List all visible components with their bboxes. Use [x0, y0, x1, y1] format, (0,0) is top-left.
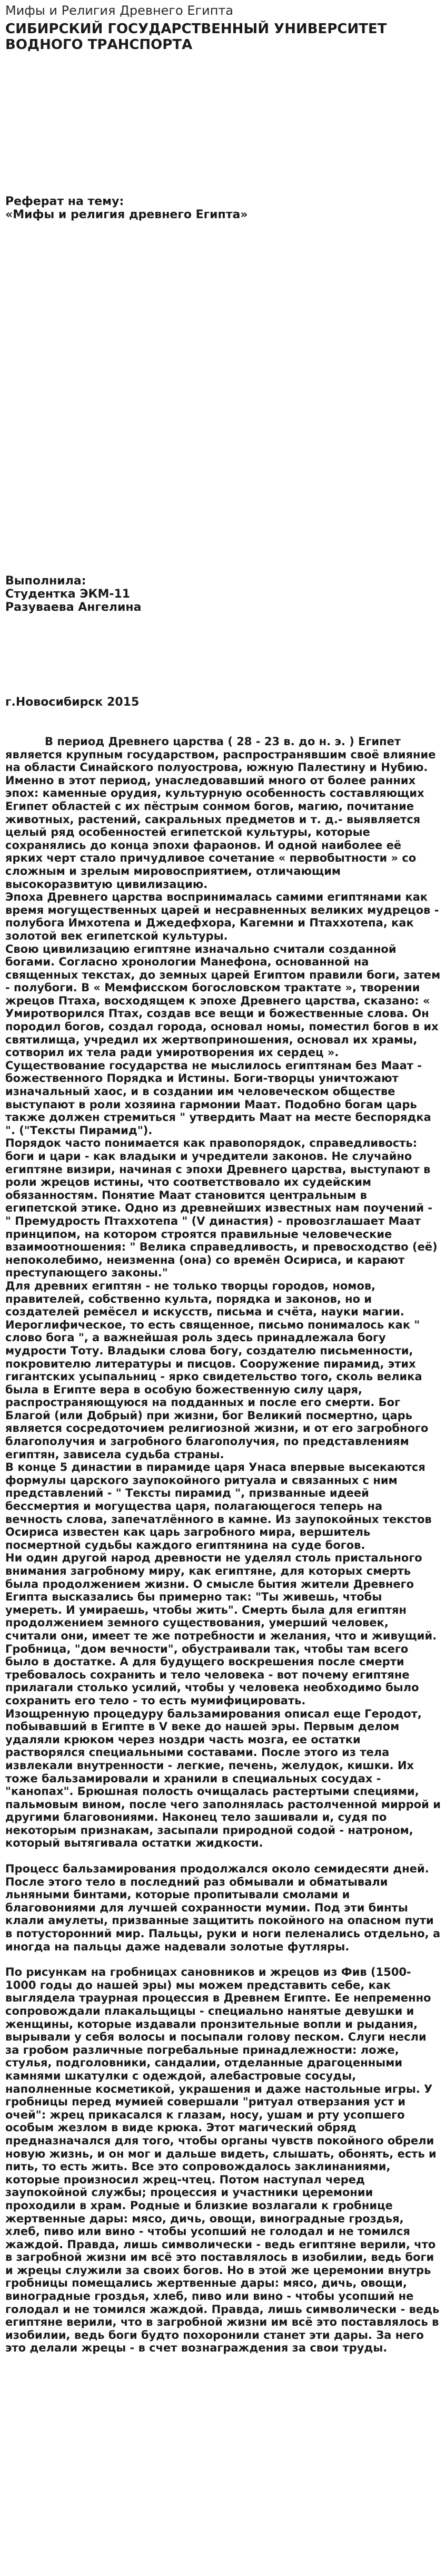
performer-name: Разуваева Ангелина — [5, 601, 142, 614]
body-paragraph: В конце 5 династии в пирамиде царя Унаса впервые высекаются формулы царского заупокойного ритуала и связанных с ним представлений - " Тексты пирамид ", призванные идеей бессмертия и могущества царя, полагающегося теперь на вечность слова, запечатлённого в камне. Из заупокойных текстов Осириса известен как царь загробного мира, вершитель посмертной судьбы каждого египтянина на суде богов. — [5, 1461, 432, 1552]
performer-group: Студентка ЭКМ-11 — [5, 588, 131, 601]
body-paragraph: В период Древнего царства ( 28 - 23 в. до н. э. ) Египет является крупным государством, распространявшим своё влияние на области Синайского полуострова, южную Палестину и Нубию. Именно в этот период, унаследовавший много от более ранних эпох: каменные орудия, культурную особенность составляющих Египет областей с их пёстрым сонмом богов, магию, почитание животных, растений, сакральных предметов и т. д.- выявляется целый ряд особенностей египетской культуры, которые сохранялись до конца эпохи фараонов. И одной наиболее её ярких черт стало причудливое сочетание « первобытности » со сложным и зрелым мировосприятием, отличающим высокоразвитую цивилизацию. — [5, 735, 436, 891]
referat-block — [5, 195, 437, 221]
body-paragraph: По рисункам на гробницах сановников и жрецов из Фив (1500-1000 годы до нашей эры) мы можем представить себе, как выглядела траурная процессия в Древнем Египте. Ее непременно сопровождали плакальщицы - специально нанятые девушки и женщины, которые издавали пронзительные вопли и рыдания, вырывали у себя волосы и посыпали голову песком. Слуги несли за гробом различные погребальные принадлежности: ложе, стулья, подголовники, сандалии, отделанные драгоценными камнями шкатулки с одеждой, алебастровые сосуды, наполненные косметикой, украшения и даже настольные игры. У гробницы перед мумией совершали "ритуал отверзания уст и очей": жрец прикасался к глазам, носу, ушам и рту усопшего особым жезлом в виде крюка. Этот магический обряд предназначался для того, чтобы органы чувств покойного обрели новую жизнь, и он мог и дальше видеть, слышать, обонять, есть и пить, то есть жить. Все это сопровождалось заклинаниями, которые произносил жрец-чтец. Потом наступал черед заупокойной службы; процессия и участники церемонии проходили в храм. Родные и близкие возлагали к гробнице жертвенные дары: мясо, дичь, овощи, виноградные гроздья, хлеб, пиво или вино - чтобы усопший не голодал и не томился жаждой. Правда, лишь символически - ведь египтяне верили, что в загробной жизни им всё это поставлялось в изобилии, ведь боги и жрецы служили за своих богов. Но в этой же церемонии внутрь гробницы помещались жертвенные дары: мясо, дичь, овощи, виноградные гроздья, хлеб, пиво или вино - чтобы усопший не голодал и не томился жаждой. Правда, лишь символически - ведь египтяне верили, что в загробной жизни им всё это поставлялось в изобилии, ведь боги будто похоронили станет эти дары. За него это делали жрецы - в счет вознаграждения за свои труды. — [5, 1966, 440, 2355]
body-paragraph: Порядок часто понимается как правопорядок, справедливость: боги и цари - как владыки и учредители законов. Не случайно египтяне визири, начиная с эпохи Древнего царства, выступают в роли жрецов истины, что соответствовало их судейским обязанностям. Понятие Маат становится центральным в египетской этике. Одно из древнейших известных нам поучений - " Премудрость Птаххотепа " (V династия) - провозглашает Маат принципом, на котором строятся правильные человеческие взаимоотношения: " Велика справедливость, и превосходство (её) непоколебимо, неизменна (она) со времён Осириса, и карают преступающего законы." — [5, 1137, 438, 1280]
body-paragraph: Для древних египтян - не только творцы городов, номов, правителей, собственно культа, порядка и законов, но и создателей ремёсел и искусств, письма и счёта, науки магии. Иероглифическое, то есть священное, письмо понималось как " слово бога ", а важнейшая роль здесь принадлежала богу мудрости Тоту. Владыки слова богу, создателю письменности, покровителю литературы и писцов. Сооружение пирамид, этих гигантских усыпальниц - ярко свидетельство того, сколь велика была в Египте вера в особую божественную силу царя, распространяющуюся на подданных и после его смерти. Бог Благой (или Добрый) при жизни, бог Великий посмертно, царь является сосредоточием религиозной жизни, и от его загробного благополучия и загробного благополучия, по представлениям египтян, зависела судьба страны. — [5, 1279, 429, 1461]
body-paragraph: Процесс бальзамирования продолжался около семидесяти дней. После этого тело в последний раз обмывали и обматывали льняными бинтами, которые пропитывали смолами и благовониями для лучшей сохранности мумии. Под эти бинты клали амулеты, призванные защитить покойного на опасном пути в потусторонний мир. Пальцы, руки и ноги пеленались отдельно, а иногда на пальцы даже надевали золотые футляры. — [5, 1862, 441, 1953]
body-paragraph: Эпоха Древнего царства воспринималась самими египтянами как время могущественных царей и несравненных великих мудрецов - полубога Имхотепа и Джедефхора, Кагемни и Птаххотепа, как золотой век египетской культуры. — [5, 891, 439, 942]
university-name: СИБИРСКИЙ ГОСУДАРСТВЕННЫЙ УНИВЕРСИТЕТ ВОДНОГО ТРАНСПОРТА — [5, 21, 387, 53]
body-paragraph: Ни один другой народ древности не уделял столь пристального внимания загробному миру, как египтяне, для которых смерть была продолжением жизни. О смысле бытия жители Древнего Египта высказались бы примерно так: "Ты живешь, чтобы умереть. И умираешь, чтобы жить". Смерть была для египтян продолжением земного существования, умерший человек, считали они, имеет те же потребности и желания, что и живущий. Гробница, "дом вечности", обустраивали так, чтобы там всего было в достатке. А для будущего воскрешения после смерти требовалось сохранить и тело человека - вот почему египтяне прилагали столько усилий, чтобы у человека необходимо было сохранить его тело - то есть мумифицировать. — [5, 1552, 437, 1707]
referat-label: Реферат на тему: — [5, 195, 124, 208]
body-paragraph: Изощренную процедуру бальзамирования описал еще Геродот, побывавший в Египте в V веке до нашей эры. Первым делом удаляли крюком через ноздри часть мозга, ее остатки растворялся специальными составами. После этого из тела извлекали внутренности - легкие, печень, желудок, кишки. Их тоже бальзамировали и хранили в специальных сосудах - "канопах". Брюшная полость очищалась растертыми специями, пальмовым вином, после чего заполнялась растолченной миррой и другими благовониями. Наконец тело зашивали и, судя по некоторым признакам, засыпали природной содой - натроном, который вытягивала остатки жидкости. — [5, 1707, 441, 1850]
body-paragraph: Существование государства не мыслилось египтянам без Маат - божественного Порядка и Истины. Боги-творцы уничтожают изначальный хаос, и в создании им человеческом обществе выступают в роли хозяина гармонии Маат. Подобно богам царь также должен стремиться " утвердить Маат на месте беспорядка ". ("Тексты Пирамид"). — [5, 1059, 431, 1137]
body-paragraph: Свою цивилизацию египтяне изначально считали созданной богами. Согласно хронологии Манефона, основанной на священных текстах, до земных царей Египтом правили боги, затем - полубоги. В « Мемфисском богословском трактате », творении жрецов Птаха, восходящем к эпохе Древнего царства, сказано: « Умиротворился Птах, создав все вещи и божественные слова. Он породил богов, создал города, основал номы, поместил богов в их святилища, учредил их жертвоприношения, основал их храмы, сотворил их тела ради умиротворения их сердец ». — [5, 942, 441, 1059]
city-year: г.Новосибирск 2015 — [5, 696, 140, 709]
performer-label: Выполнила: — [5, 574, 86, 588]
essay-body — [5, 735, 441, 2355]
performer-block — [5, 574, 437, 614]
document-title: Мифы и Религия Древнего Египта — [5, 3, 234, 18]
referat-topic: «Мифы и религия древнего Египта» — [5, 208, 248, 221]
